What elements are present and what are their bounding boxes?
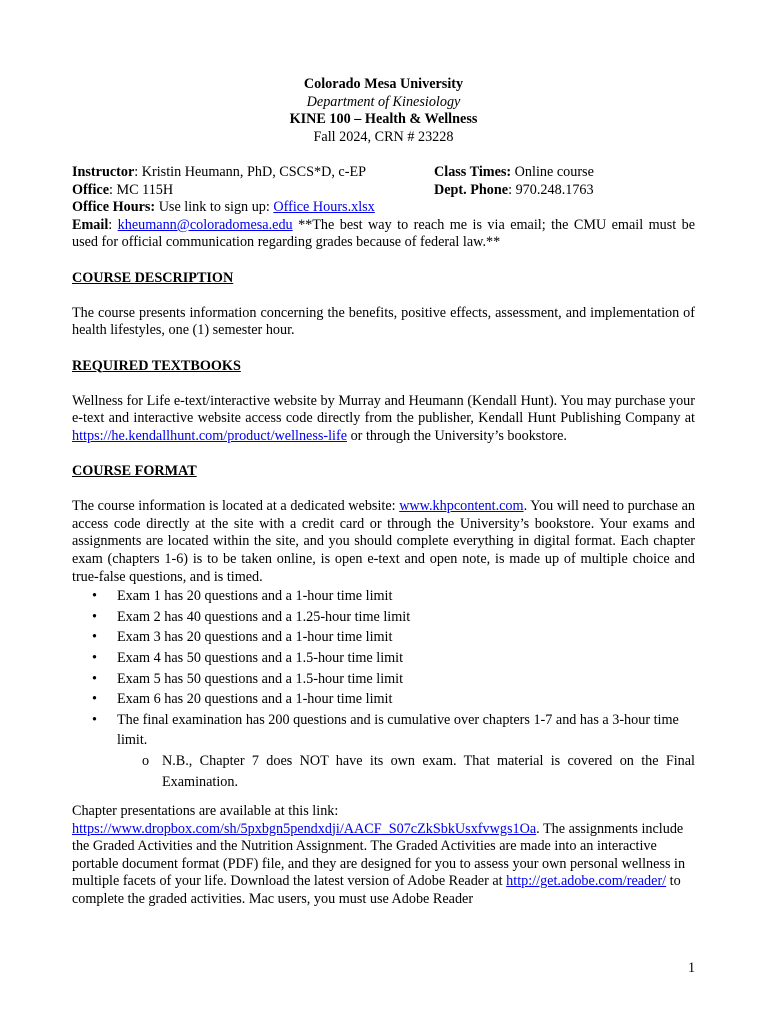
course-format-text — [72, 498, 695, 586]
office-value: : MC 115H — [109, 181, 174, 198]
exam-list — [72, 586, 695, 793]
office-hours-row — [72, 199, 695, 217]
course-description-text: The course presents information concerning the benefits, positive effects, assessment, and implementation of health lifestyles, one (1) semester hour. — [72, 304, 695, 339]
course-description-heading: COURSE DESCRIPTION — [72, 269, 234, 286]
course-format-text-before: The course information is located at a dedicated website: — [72, 498, 400, 515]
list-item: • Exam 1 has 20 questions and a 1-hour time limit — [72, 586, 695, 607]
presentations-text-end: to complete the graded activities. Mac users, you must use Adobe Reader — [72, 873, 681, 907]
department-name: Department of Kinesiology — [306, 93, 461, 110]
university-name: Colorado Mesa University — [303, 76, 464, 92]
email-note: **The best way to reach me is via email; the CMU email must be used for official communication regarding grades because of federal law.** — [72, 216, 695, 251]
course-term: Fall 2024, CRN # 23228 — [313, 128, 454, 145]
office-row — [72, 182, 695, 200]
office-label: Office — [72, 181, 110, 198]
final-exam-text: The final examination has 200 questions and is cumulative over chapters 1-7 and has a 3-hour time limit. — [117, 711, 679, 749]
email-separator: : — [108, 216, 118, 233]
dept-phone-label: Dept. Phone — [434, 181, 509, 198]
course-format-text-after: . You will need to purchase an access code directly at the site with a credit card or through the University’s bookstore. Your exams and assignments are located within the site, and you should complete everything in digital format. Each chapter exam (chapters 1-6) is to be taken online, is open e-text and open note, is made up of multiple choice and true-false questions, and is timed. — [72, 498, 695, 585]
presentations-intro: Chapter presentations are available at this link: — [72, 802, 339, 819]
course-title: KINE 100 – Health & Wellness — [289, 111, 478, 128]
class-times-value: Online course — [511, 163, 594, 180]
office-hours-text: Use link to sign up: — [155, 199, 274, 216]
email-label: Email — [72, 216, 109, 233]
instructor-row — [72, 164, 695, 182]
office-hours-label: Office Hours: — [72, 199, 156, 216]
kendallhunt-link[interactable]: https://he.kendallhunt.com/product/wellness-life — [72, 427, 348, 444]
course-format-heading: COURSE FORMAT — [72, 463, 197, 480]
final-exam-item — [72, 710, 695, 793]
list-item: • Exam 4 has 50 questions and a 1.5-hour time limit — [72, 648, 695, 669]
textbooks-text — [72, 393, 695, 446]
chapter-7-note: o N.B., Chapter 7 does NOT have its own exam. That material is covered on the Final Examination. — [117, 751, 695, 793]
list-item: • Exam 2 has 40 questions and a 1.25-hour time limit — [72, 607, 695, 628]
list-item: • Exam 5 has 50 questions and a 1.5-hour time limit — [72, 669, 695, 690]
list-item: • Exam 6 has 20 questions and a 1-hour time limit — [72, 689, 695, 710]
list-item: • Exam 3 has 20 questions and a 1-hour time limit — [72, 627, 695, 648]
presentations-paragraph — [72, 803, 695, 909]
textbooks-text-after: or through the University’s bookstore. — [347, 427, 567, 444]
syllabus-page — [72, 76, 695, 909]
email-link[interactable]: kheumann@coloradomesa.edu — [117, 216, 293, 233]
presentations-text-middle: . The assignments include the Graded Activities and the Nutrition Assignment. The Graded Activities are made into an interactive portable document format (PDF) file, and they are designed for you to assess your own personal wellness in multiple facets of your life. Download the latest version of Adobe Reader at — [72, 820, 686, 890]
office-hours-link[interactable]: Office Hours.xlsx — [273, 199, 375, 216]
class-times-label: Class Times: — [434, 163, 512, 180]
instructor-label: Instructor — [72, 163, 135, 180]
instructor-value: : Kristin Heumann, PhD, CSCS*D, c-EP — [134, 163, 367, 180]
page-number: 1 — [688, 960, 696, 976]
textbooks-heading: REQUIRED TEXTBOOKS — [72, 357, 241, 374]
dropbox-link[interactable]: https://www.dropbox.com/sh/5pxbgn5pendxdji/AACF_S07cZkSbkUsxfvwgs1Oa — [72, 820, 537, 837]
final-exam-sublist — [117, 751, 695, 793]
email-row — [72, 217, 695, 252]
textbooks-text-before: Wellness for Life e-text/interactive website by Murray and Heumann (Kendall Hunt). You may purchase your e-text and interactive website access code directly from the publisher, Kendall Hunt Publishing Company at — [72, 392, 695, 427]
khpcontent-link[interactable]: www.khpcontent.com — [399, 498, 524, 515]
adobe-reader-link[interactable]: http://get.adobe.com/reader/ — [506, 873, 667, 890]
dept-phone-value: : 970.248.1763 — [508, 181, 594, 198]
